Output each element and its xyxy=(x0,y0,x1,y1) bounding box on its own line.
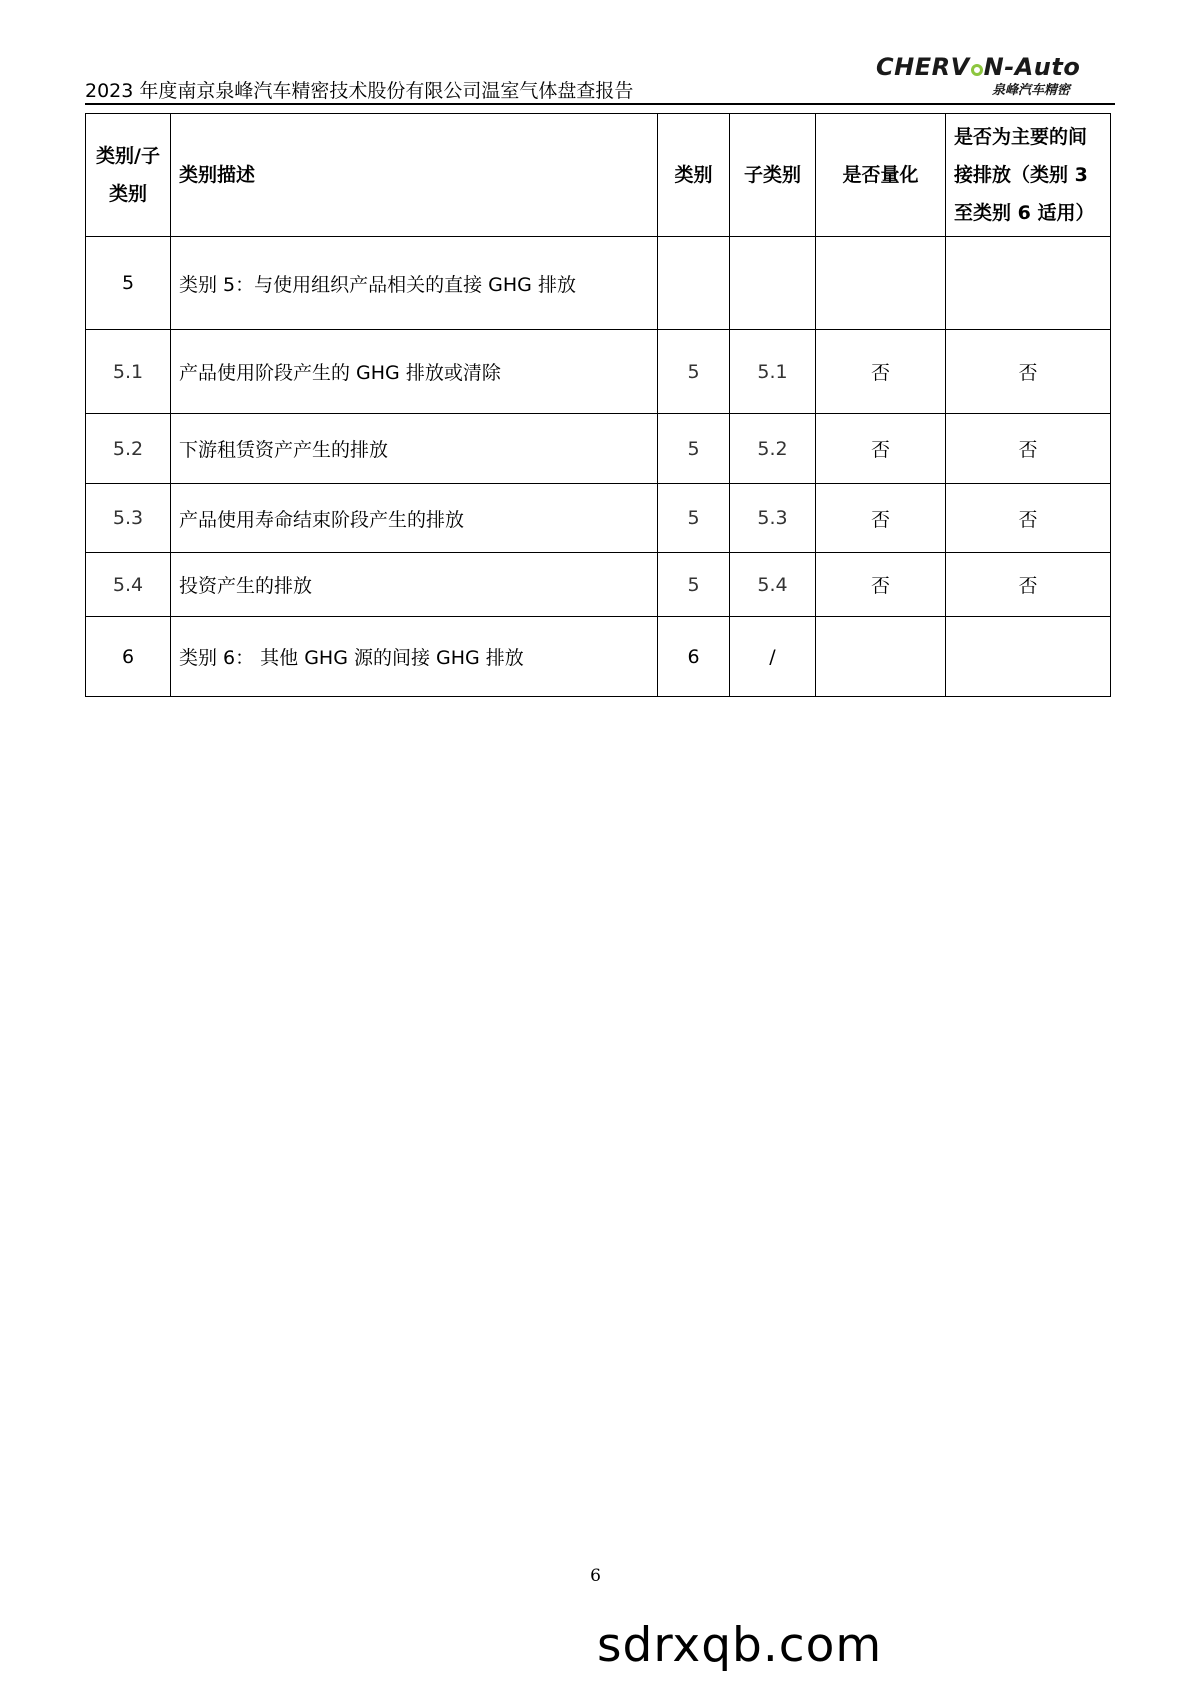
cell-quantified: 否 xyxy=(816,330,946,414)
cell-description: 类别 5：与使用组织产品相关的直接 GHG 排放 xyxy=(171,237,658,330)
cell-quantified: 否 xyxy=(816,414,946,484)
ghg-category-table xyxy=(85,113,1111,697)
cell-quantified: 否 xyxy=(816,553,946,617)
cell-subcategory: 5.1 xyxy=(730,330,816,414)
cell-quantified xyxy=(816,617,946,697)
cell-category: 6 xyxy=(658,617,730,697)
cell-description: 下游租赁资产产生的排放 xyxy=(171,414,658,484)
table-row xyxy=(86,553,1111,617)
cell-id: 5.3 xyxy=(86,484,171,553)
cell-id: 5.4 xyxy=(86,553,171,617)
company-logo xyxy=(876,53,1081,98)
cell-category: 5 xyxy=(658,484,730,553)
cell-description: 类别 6： 其他 GHG 源的间接 GHG 排放 xyxy=(171,617,658,697)
table-row xyxy=(86,617,1111,697)
cell-subcategory xyxy=(730,237,816,330)
logo-subtitle: 泉峰汽车精密 xyxy=(991,83,1070,98)
cell-major xyxy=(946,237,1111,330)
header-major-indirect: 是否为主要的间接排放（类别 3 至类别 6 适用） xyxy=(946,114,1111,237)
report-title: 2023 年度南京泉峰汽车精密技术股份有限公司温室气体盘查报告 xyxy=(85,80,634,102)
header-description: 类别描述 xyxy=(171,114,658,237)
cell-description: 投资产生的排放 xyxy=(171,553,658,617)
cell-id: 6 xyxy=(86,617,171,697)
header-category: 类别 xyxy=(658,114,730,237)
table-row xyxy=(86,237,1111,330)
cell-category: 5 xyxy=(658,414,730,484)
header-divider xyxy=(85,103,1115,105)
cell-subcategory: 5.4 xyxy=(730,553,816,617)
cell-subcategory: 5.2 xyxy=(730,414,816,484)
cell-quantified: 否 xyxy=(816,484,946,553)
cell-quantified xyxy=(816,237,946,330)
cell-major: 否 xyxy=(946,414,1111,484)
cell-subcategory: / xyxy=(730,617,816,697)
cell-major: 否 xyxy=(946,553,1111,617)
page-number: 6 xyxy=(590,1566,601,1586)
logo-wordmark: CHERV N-Auto xyxy=(876,53,1081,81)
cell-subcategory: 5.3 xyxy=(730,484,816,553)
cell-description: 产品使用阶段产生的 GHG 排放或清除 xyxy=(171,330,658,414)
table-row xyxy=(86,330,1111,414)
cell-id: 5 xyxy=(86,237,171,330)
cell-major: 否 xyxy=(946,484,1111,553)
cell-description: 产品使用寿命结束阶段产生的排放 xyxy=(171,484,658,553)
table-header-row xyxy=(86,114,1111,237)
cell-major xyxy=(946,617,1111,697)
header-category-subcategory: 类别/子类别 xyxy=(86,114,171,237)
cell-category: 5 xyxy=(658,330,730,414)
logo-o-ring-icon xyxy=(971,64,983,76)
cell-category: 5 xyxy=(658,553,730,617)
cell-id: 5.1 xyxy=(86,330,171,414)
site-watermark: sdrxqb.com xyxy=(597,1618,883,1673)
header-subcategory: 子类别 xyxy=(730,114,816,237)
table-row xyxy=(86,414,1111,484)
header-quantified: 是否量化 xyxy=(816,114,946,237)
cell-major: 否 xyxy=(946,330,1111,414)
table-row xyxy=(86,484,1111,553)
cell-category xyxy=(658,237,730,330)
cell-id: 5.2 xyxy=(86,414,171,484)
